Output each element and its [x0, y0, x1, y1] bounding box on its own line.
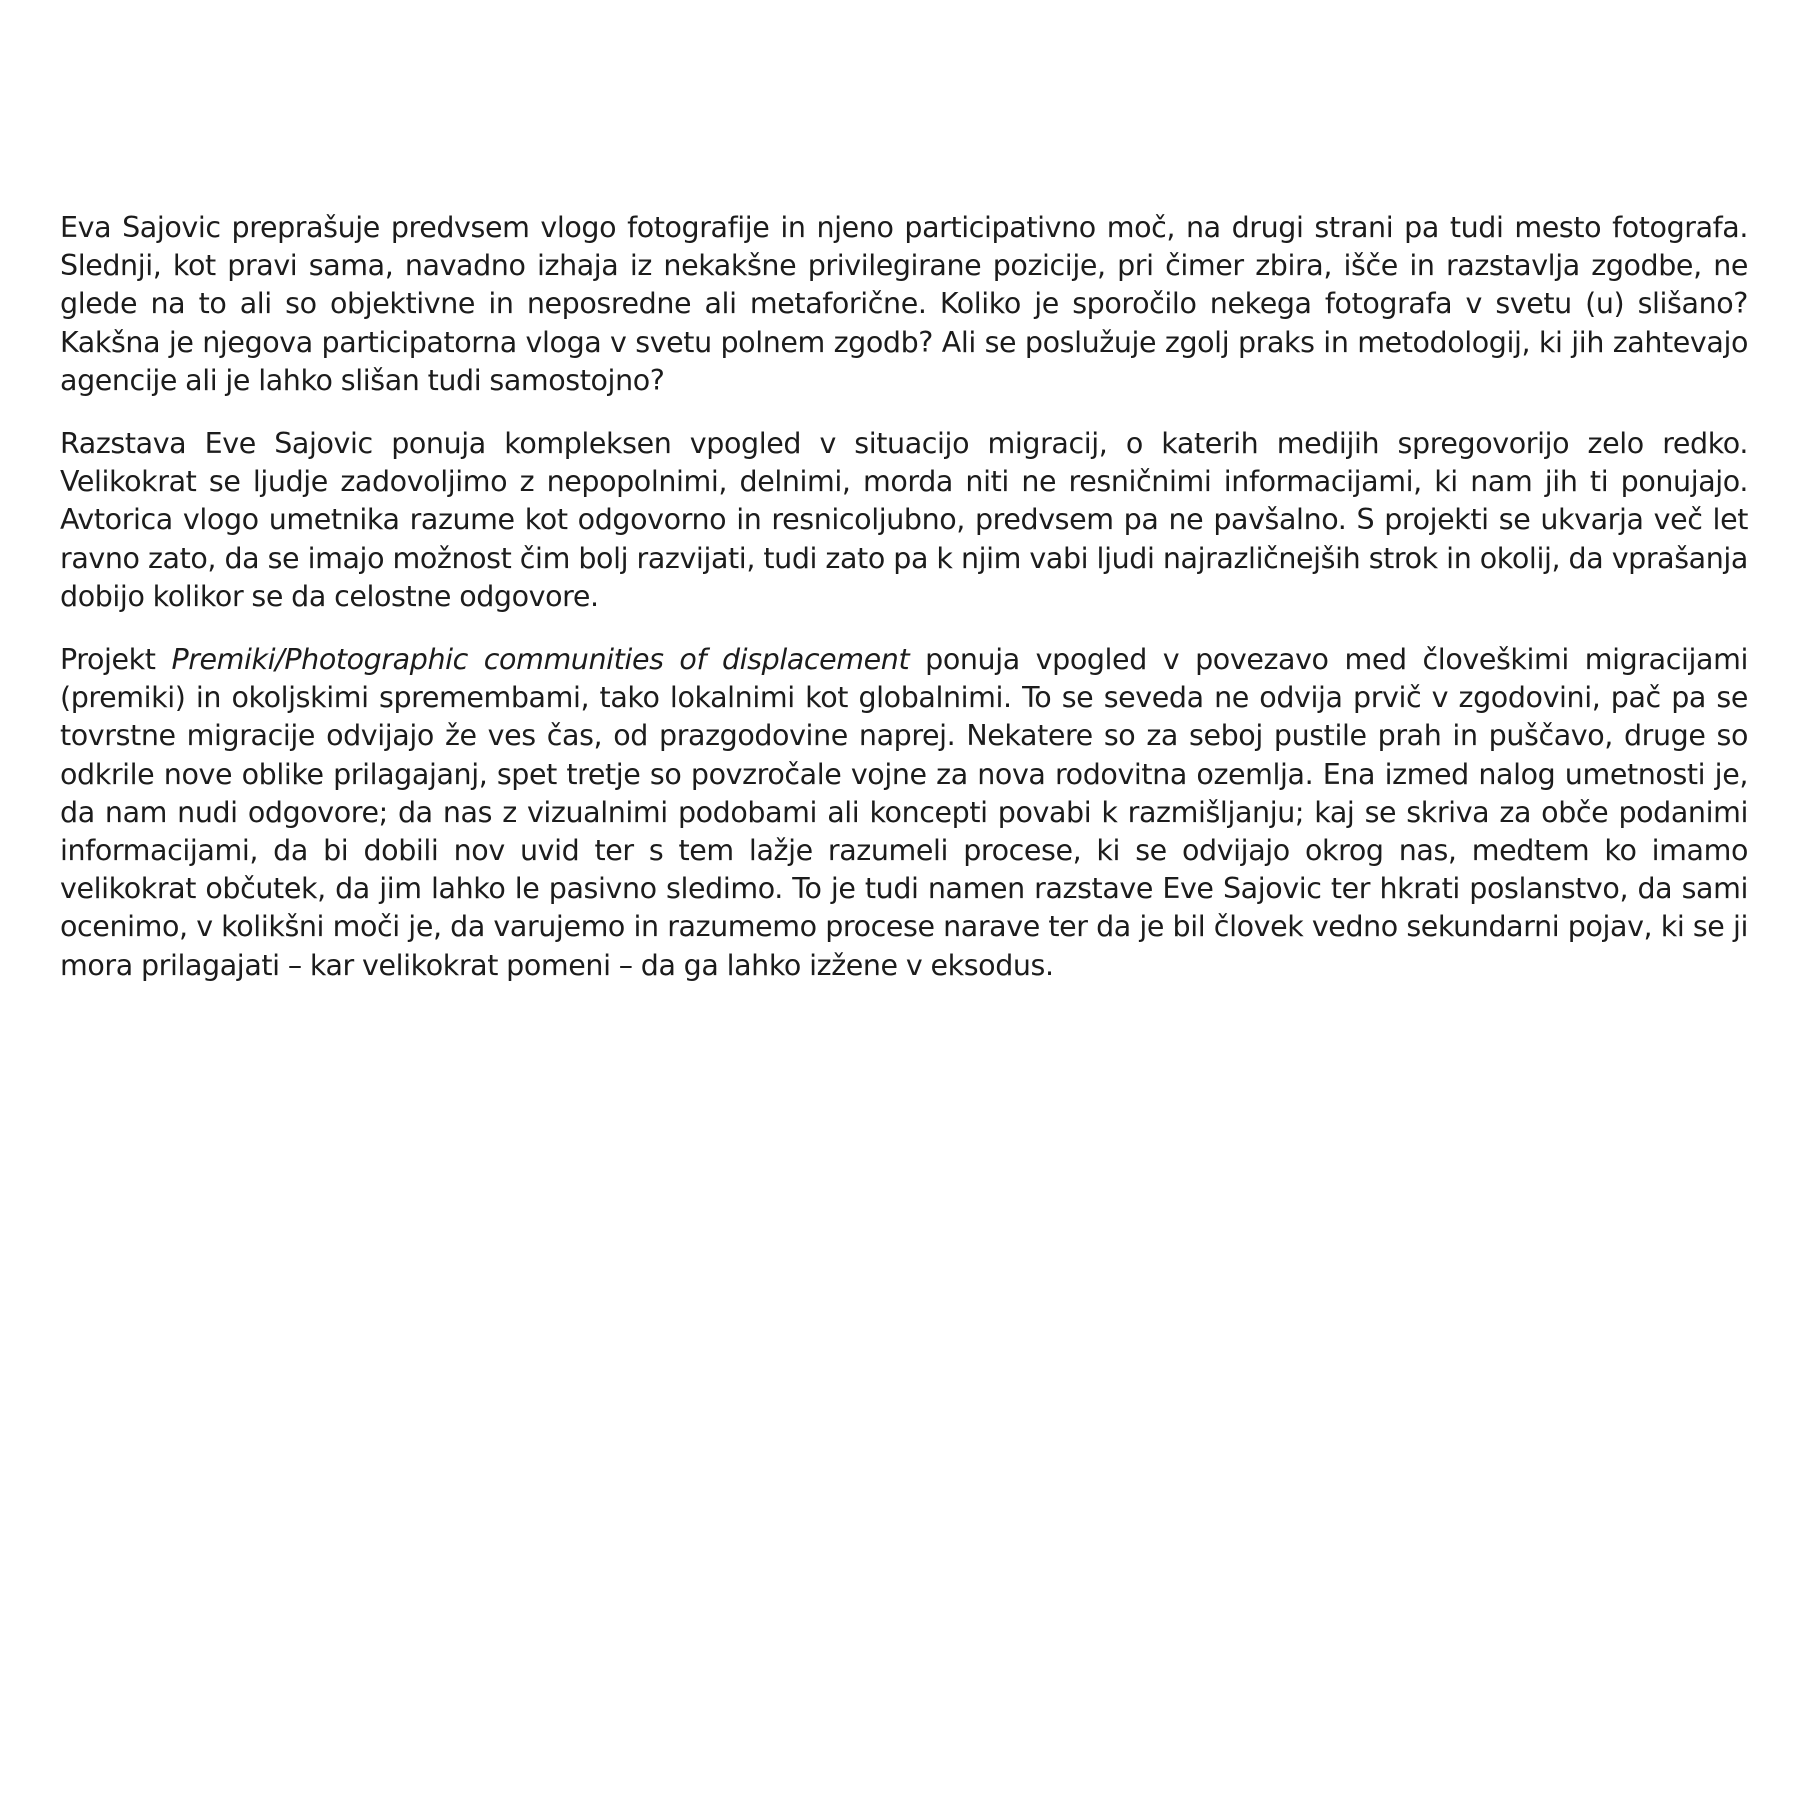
paragraph-project-body: ponuja vpogled v povezavo med človeškimi migracijami (premiki) in okoljskimi spremembami, tako lokalnimi kot globalnimi. To se seveda ne odvija prvič v zgodovini, pač pa se tovrstne migracije odvijajo že ves čas, od prazgodovine naprej. Nekatere so za seboj pustile prah in puščavo, druge so odkrile nove oblike prilagajanj, spet tretje so povzročale vojne za nova rodovitna ozemlja. Ena izmed nalog umetnosti je, da nam nudi odgovore; da nas z vizualnimi podobami ali koncepti povabi k razmišljanju; kaj se skriva za obče podanimi informacijami, da bi dobili nov uvid ter s tem lažje razumeli procese, ki se odvijajo okrog nas, medtem ko imamo velikokrat občutek, da jim lahko le pasivno sledimo. To je tudi namen razstave Eve Sajovic ter hkrati poslanstvo, da sami ocenimo, v kolikšni moči je, da varujemo in razumemo procese narave ter da je bil človek vedno sekundarni pojav, ki se ji mora prilagajati – kar velikokrat pomeni – da ga lahko izžene v eksodus.: [60, 643, 1749, 982]
project-title: Premiki/Photographic communities of displacement: [171, 643, 910, 677]
paragraph-project: [60, 641, 1748, 985]
paragraph-project-lead: Projekt: [60, 643, 172, 677]
text-block: [60, 209, 1748, 1010]
paragraph-intro: Eva Sajovic preprašuje predvsem vlogo fotografije in njeno participativno moč, na drugi strani pa tudi mesto fotografa. Slednji, kot pravi sama, navadno izhaja iz nekakšne privilegirane pozicije, pri čimer zbira, išče in razstavlja zgodbe, ne glede na to ali so objektivne in neposredne ali metaforične. Koliko je sporočilo nekega fotografa v svetu (u) slišano? Kakšna je njegova participatorna vloga v svetu polnem zgodb? Ali se poslužuje zgolj praks in metodologij, ki jih zahtevajo agencije ali je lahko slišan tudi samostojno?: [60, 211, 1748, 397]
paragraph-exhibition: Razstava Eve Sajovic ponuja kompleksen vpogled v situacijo migracij, o katerih medijih spregovorijo zelo redko. Velikokrat se ljudje zadovoljimo z nepopolnimi, delnimi, morda niti ne resničnimi informacijami, ki nam jih ti ponujajo. Avtorica vlogo umetnika razume kot odgovorno in resnicoljubno, predvsem pa ne pavšalno. S projekti se ukvarja več let ravno zato, da se imajo možnost čim bolj razvijati, tudi zato pa k njim vabi ljudi najrazličnejših strok in okolij, da vprašanja dobijo kolikor se da celostne odgovore.: [60, 427, 1748, 613]
